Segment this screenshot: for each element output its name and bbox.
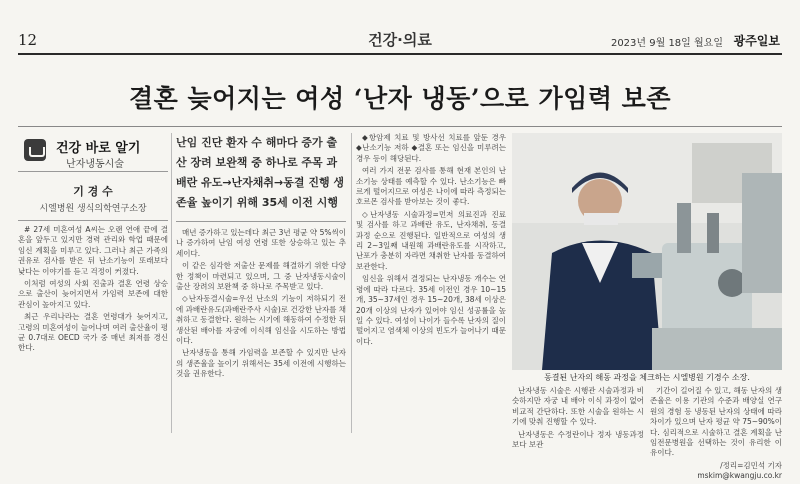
medical-kit-icon — [24, 139, 46, 161]
reporter-credit: /정리=김민석 기자 mskim@kwangju.co.kr — [697, 460, 782, 481]
paragraph: 여러 가지 전문 검사를 통해 현재 본인의 난소기능 상태를 예측할 수 있다. 난소기능은 빠르게 떨어지므로 여성은 나이에 따라 측정되는 호르몬 검사를 받아보는 것이 좋다. — [356, 166, 506, 207]
paragraph: 이처럼 여성의 사회 진출과 결혼 연령 상승으로 출산이 늦어지면서 가임력 보존에 대한 관심이 높아지고 있다. — [18, 279, 168, 309]
page-header — [0, 0, 800, 60]
paragraph: ◇난자냉동 시술과정=먼저 의료진과 진료 및 검사를 하고 과배란 유도, 난자채취, 동결 과정 순으로 진행된다. 일반적으로 여성의 생리 2~3일째 내원해 과배란유도를 시작하고, 난포가 충분히 자라면 채취한 난자를 동결하여 보관한다. — [356, 209, 506, 271]
badge-rule — [18, 171, 168, 172]
paragraph: 매년 증가하고 있는데다 최근 3년 평균 약 5%씩이나 증가하여 난임 여성 연령 또한 상승하고 있는 추세이다. — [176, 228, 346, 258]
column-divider — [351, 133, 352, 433]
article-headline: 결혼 늦어지는 여성 ‘난자 냉동’으로 가임력 보존 — [129, 84, 671, 113]
header-rule — [18, 53, 782, 55]
column-divider — [171, 133, 172, 433]
paragraph: ◇난자동결시술=우선 난소의 기능이 저하되기 전에 과배란유도(과배란주사 시술)로 건강한 난자를 채취하고 동결한다. 원하는 시기에 해동하여 수정한 뒤 생산된 배아를 자궁에 이식해 임신을 시도하는 방법이다. — [176, 294, 346, 346]
left-column — [18, 133, 168, 356]
paragraph: 기간이 길어질 수 있고, 해동 난자의 생존율은 이용 기관의 수준과 배양실 연구원의 경험 등 냉동된 난자의 상태에 따라 차이가 있으며 난자 평균 약 75~90%이다. 심리적으로 시술하고 결혼 계획을 난임전문병원을 선택하는 것이 유리한 이유이다. — [650, 386, 782, 458]
section-title: 건강·의료 — [368, 31, 432, 49]
third-column — [356, 133, 506, 349]
author-affiliation: 시엘병원 생식의학연구소장 — [39, 204, 147, 214]
paragraph: ◆항암제 치료 및 방사선 치료를 앞둔 경우 ◆난소기능 저하 ◆결혼 또는 임신을 미루려는 경우 등이 해당된다. — [356, 133, 506, 163]
paragraph: # 27세 미혼여성 A씨는 오랜 연애 끝에 결혼을 앞두고 있지만 경력 관리와 학업 때문에 임신 계획을 미루고 있다. 그러나 최근 가족의 권유로 검사를 받은 뒤 난소기능이 또래보다 낮다는 이야기를 듣고 걱정이 커졌다. — [18, 225, 168, 276]
author-name: 기 경 수 — [73, 185, 113, 198]
pull-quote: 난임 진단 환자 수 해마다 증가 출산 장려 보완책 중 하나로 주목 과배란 유도→난자채취→동결 진행 생존율 높이기 위해 35세 이전 시행 — [176, 133, 346, 222]
publication-date: 2023년 9월 18일 월요일 — [610, 38, 723, 49]
paragraph: 이 같은 심각한 저출산 문제를 해결하기 위한 다양한 정책이 마련되고 있으며, 그 중 난자냉동시술이 출산 장려의 보완책 중 하나로 주목받고 있다. — [176, 261, 346, 292]
column-subtitle: 난자냉동시술 — [66, 159, 124, 170]
newspaper-name: 광주일보 — [733, 34, 780, 48]
headline-rule — [18, 126, 782, 127]
photo-caption: 동결된 난자의 해동 과정을 체크하는 시엘병원 기경수 소장. — [544, 373, 750, 382]
lab-photo-illustration — [512, 133, 782, 370]
paragraph: 최근 우리나라는 결혼 연령대가 늦어지고, 고령의 미혼여성이 늘어나며 여러 출산율이 평균 0.7대로 OECD 국가 중 매년 최저를 경신한다. — [18, 312, 168, 353]
paragraph: 난자냉동은 수정란이나 정자 냉동과정보다 보관 — [512, 429, 644, 450]
paragraph: 난자냉동을 통해 가임력을 보존할 수 있지만 난자의 생존율을 높이기 위해서는 35세 이전에 시행하는 것을 권유한다. — [176, 348, 346, 379]
paragraph: 난자냉동 시술은 시행관 시술과정과 비슷하지만 자궁 내 배아 이식 과정이 없어 비교적 간단하다. 또한 시술을 원하는 시기에 맞춰 진행할 수 있다. — [512, 386, 644, 427]
column-title: 건강 바로 알기 — [56, 141, 141, 156]
article-photo — [512, 133, 782, 370]
bottom-right-body — [650, 386, 782, 484]
page-number: 12 — [18, 31, 38, 49]
pull-body — [176, 228, 346, 380]
paragraph: 임신을 위해서 결정되는 난자냉동 개수는 연령에 따라 다르다. 35세 이전인 경우 10~15개, 35~37세인 경우 15~20개, 38세 이상은 20개 이상의 난자가 있어야 임신 성공률을 높일 수 있다. 여성이 나이가 들수록 난자의 질이 떨어지고 염색체 이상의 빈도가 늘어나기 때문이다. — [356, 274, 506, 346]
pull-quote-column — [176, 133, 346, 382]
third-body — [356, 133, 506, 347]
author-rule — [18, 220, 168, 221]
column-badge — [18, 133, 168, 173]
left-body — [18, 225, 168, 354]
bottom-left-body — [512, 386, 644, 452]
